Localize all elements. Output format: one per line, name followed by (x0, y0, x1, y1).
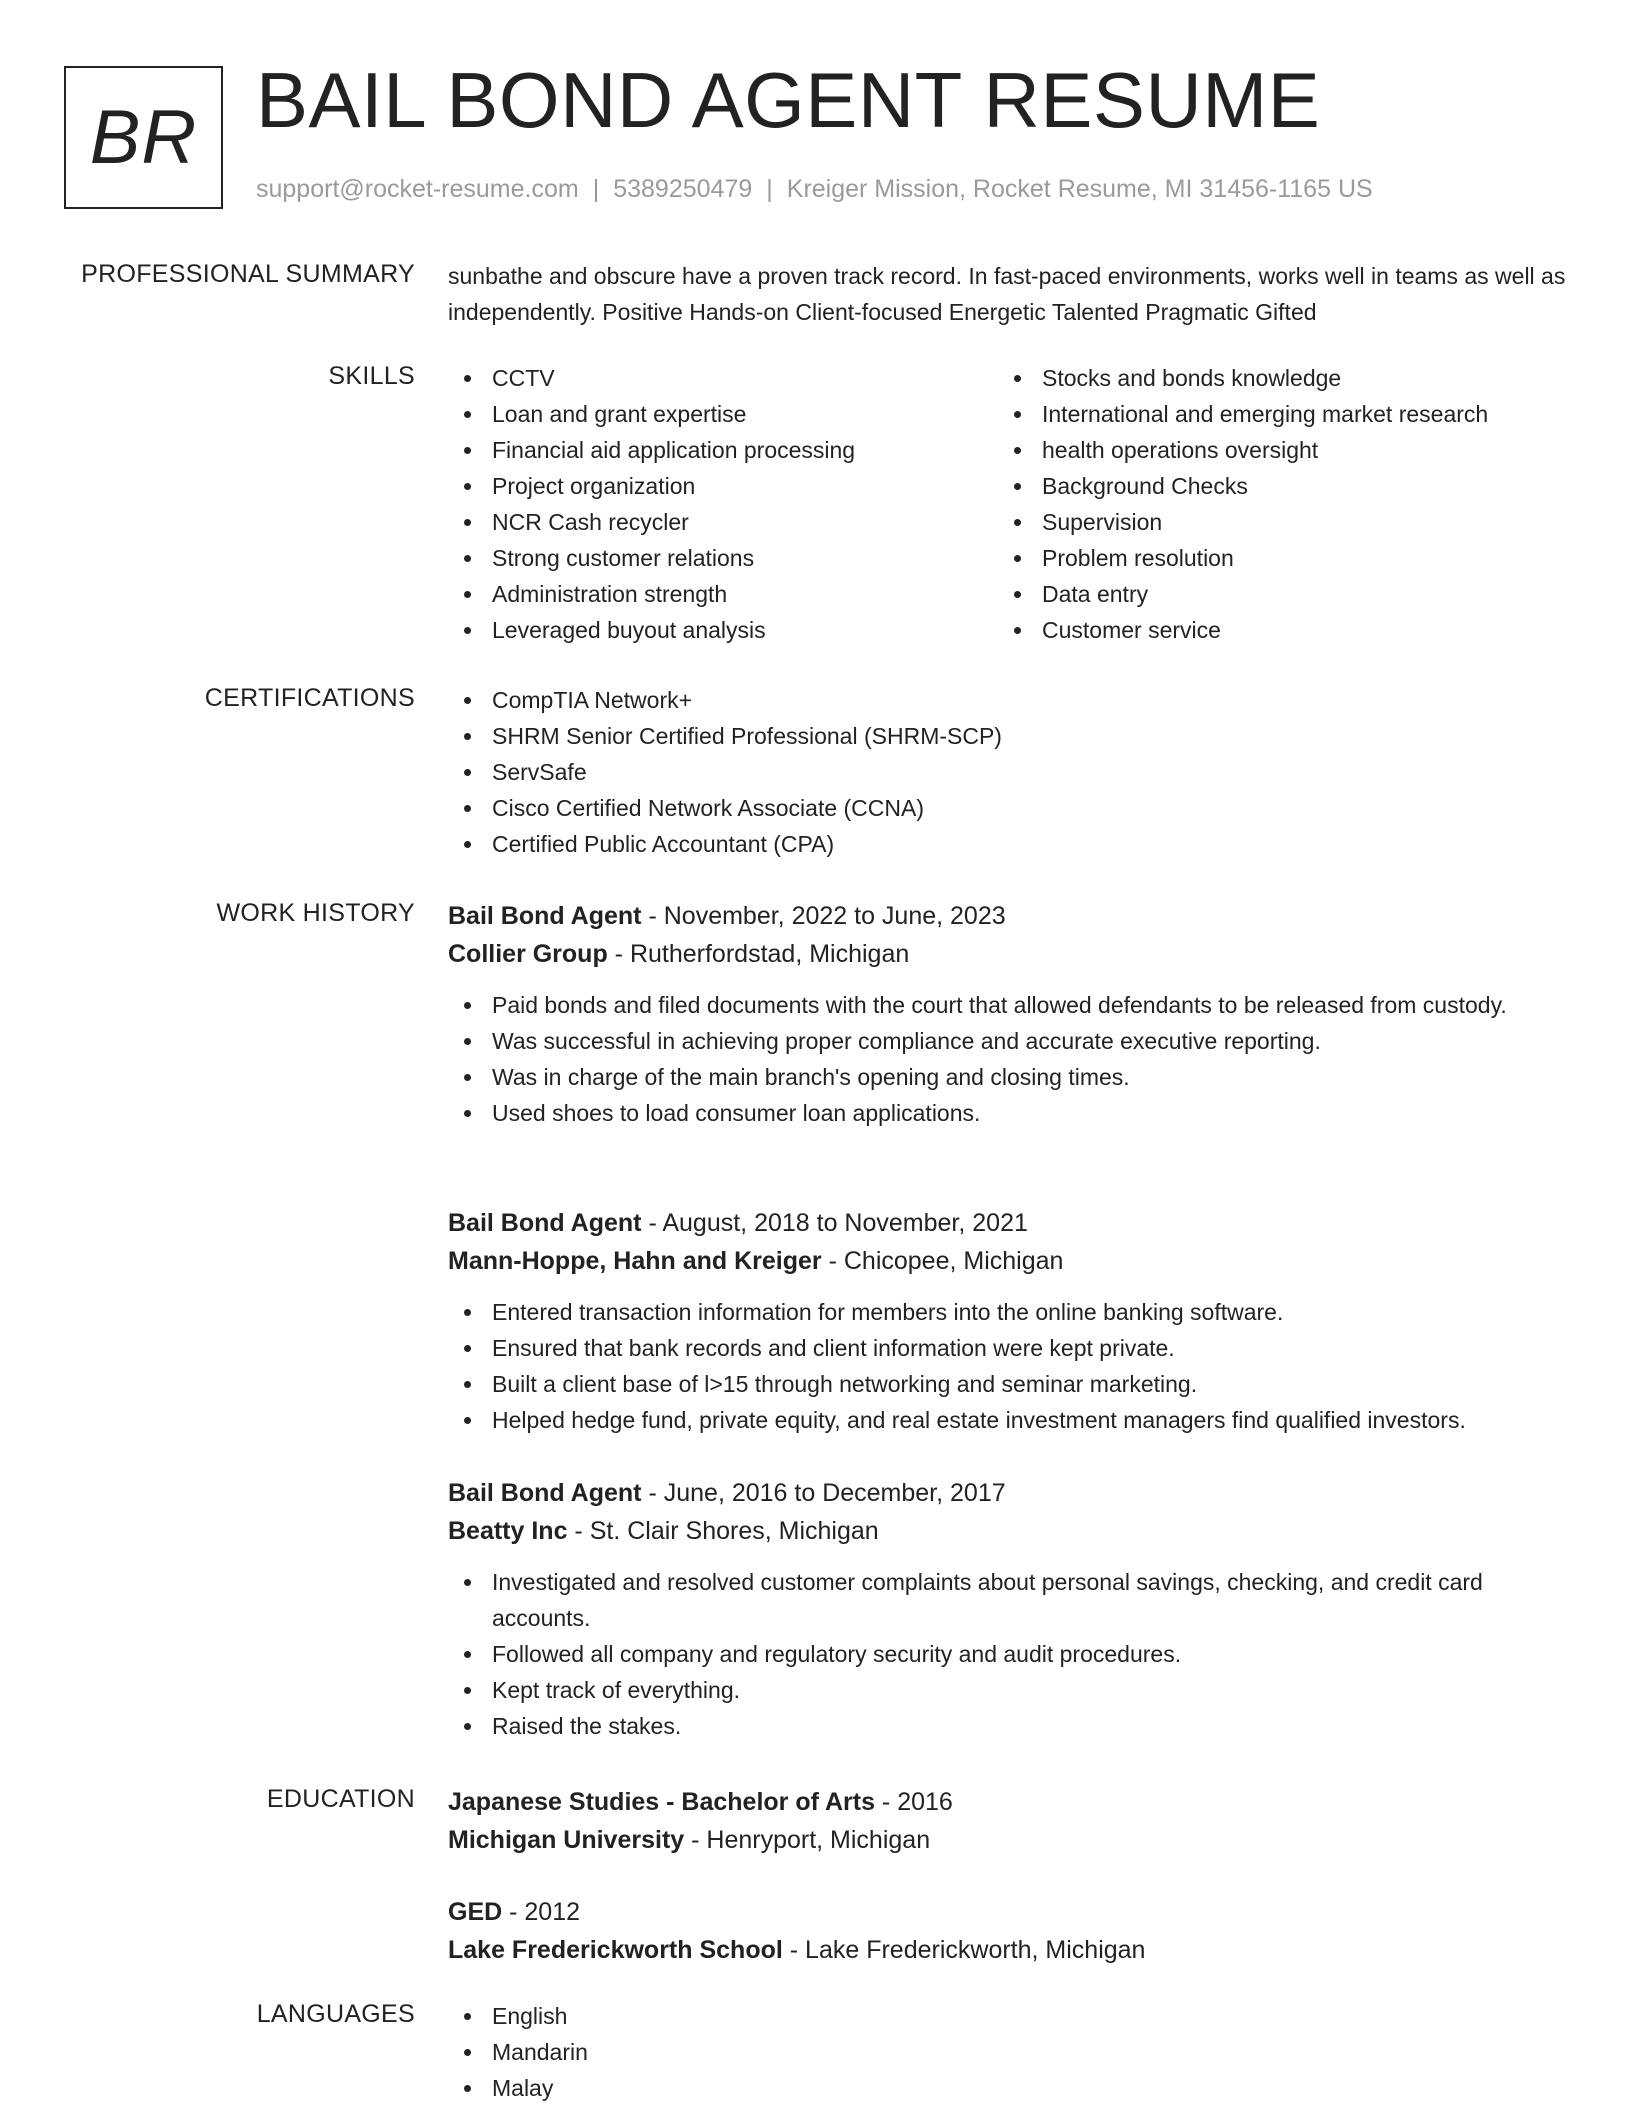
job-title-line (448, 897, 1572, 935)
education-location: - Henryport, Michigan (684, 1826, 931, 1854)
skill-item: Financial aid application processing (448, 432, 998, 468)
resume-title: BAIL BOND AGENT RESUME (256, 56, 1321, 144)
job-duty: Paid bonds and filed documents with the court that allowed defendants to be released from custody. (448, 987, 1572, 1023)
education-school-line (448, 1931, 1145, 1969)
job-duty: Kept track of everything. (448, 1672, 1572, 1708)
skills-list-right (998, 360, 1548, 648)
job-location: - St. Clair Shores, Michigan (567, 1517, 879, 1545)
certifications-heading: CERTIFICATIONS (204, 684, 415, 712)
languages-list (448, 1998, 1572, 2106)
skills-body (448, 360, 1572, 648)
job-duties (448, 1564, 1572, 1744)
certification-item: Certified Public Accountant (CPA) (448, 826, 1572, 862)
certification-item: Cisco Certified Network Associate (CCNA) (448, 790, 1572, 826)
certification-item: ServSafe (448, 754, 1572, 790)
skill-item: Administration strength (448, 576, 998, 612)
skill-item: International and emerging market research (998, 396, 1548, 432)
languages-body (448, 1998, 1572, 2106)
education-year: - 2016 (874, 1788, 953, 1816)
skill-item: Problem resolution (998, 540, 1548, 576)
job-duty: Built a client base of l>15 through networking and seminar marketing. (448, 1366, 1572, 1402)
job-title-line (448, 1204, 1572, 1242)
education-school-line (448, 1821, 953, 1859)
skill-item: Leveraged buyout analysis (448, 612, 998, 648)
job-duty: Followed all company and regulatory security and audit procedures. (448, 1636, 1572, 1672)
job-entry (448, 897, 1572, 1131)
job-role: Bail Bond Agent (448, 1479, 642, 1507)
skills-heading: SKILLS (328, 362, 415, 390)
contact-separator: | (766, 175, 773, 203)
summary-text: sunbathe and obscure have a proven track record. In fast-paced environments, works well in teams as well as independently. Positive Hands-on Client-focused Energetic Talented Pragmatic Gifted (448, 263, 1566, 325)
skill-item: Customer service (998, 612, 1548, 648)
job-company-line (448, 1242, 1572, 1280)
contact-address: Kreiger Mission, Rocket Resume, MI 31456-1165 US (786, 175, 1373, 203)
contact-email: support@rocket-resume.com (256, 175, 579, 203)
language-item: English (448, 1998, 1572, 2034)
education-degree: GED (448, 1898, 503, 1926)
contact-line (256, 175, 1373, 204)
skill-item: Stocks and bonds knowledge (998, 360, 1548, 396)
languages-heading: LANGUAGES (256, 2000, 415, 2028)
job-duty: Raised the stakes. (448, 1708, 1572, 1744)
skill-item: Strong customer relations (448, 540, 998, 576)
skill-item: Project organization (448, 468, 998, 504)
education-degree: Japanese Studies - Bachelor of Arts (448, 1788, 875, 1816)
job-dates: - November, 2022 to June, 2023 (641, 902, 1006, 930)
job-duty: Investigated and resolved customer complaints about personal savings, checking, and credit card accounts. (448, 1564, 1572, 1636)
certification-item: CompTIA Network+ (448, 682, 1572, 718)
job-location: - Rutherfordstad, Michigan (607, 940, 910, 968)
certifications-body (448, 682, 1572, 862)
monogram-box (64, 66, 223, 209)
job-title-line (448, 1474, 1572, 1512)
job-duty: Used shoes to load consumer loan applications. (448, 1095, 1572, 1131)
job-duties (448, 987, 1572, 1131)
education-year: - 2012 (502, 1898, 581, 1926)
job-entry (448, 1204, 1572, 1438)
job-role: Bail Bond Agent (448, 1209, 642, 1237)
contact-separator: | (592, 175, 600, 203)
job-company: Collier Group (448, 940, 608, 968)
work-history-heading: WORK HISTORY (216, 899, 415, 927)
job-location: - Chicopee, Michigan (821, 1247, 1064, 1275)
education-school: Michigan University (448, 1826, 685, 1854)
certifications-list (448, 682, 1572, 862)
job-company: Mann-Hoppe, Hahn and Kreiger (448, 1247, 822, 1275)
education-degree-line (448, 1783, 953, 1821)
job-duty: Ensured that bank records and client information were kept private. (448, 1330, 1572, 1366)
contact-phone: 5389250479 (613, 175, 753, 203)
monogram-initials: BR (89, 94, 198, 180)
job-dates: - August, 2018 to November, 2021 (641, 1209, 1028, 1237)
education-entry (448, 1783, 953, 1859)
job-role: Bail Bond Agent (448, 902, 642, 930)
skill-item: Loan and grant expertise (448, 396, 998, 432)
job-duty: Was successful in achieving proper compliance and accurate executive reporting. (448, 1023, 1572, 1059)
skill-item: Data entry (998, 576, 1548, 612)
skill-item: NCR Cash recycler (448, 504, 998, 540)
job-duties (448, 1294, 1572, 1438)
education-location: - Lake Frederickworth, Michigan (782, 1936, 1146, 1964)
education-degree-line (448, 1893, 1145, 1931)
education-heading: EDUCATION (266, 1785, 415, 1813)
skill-item: Background Checks (998, 468, 1548, 504)
skills-list-left (448, 360, 998, 648)
job-entry (448, 1474, 1572, 1744)
job-duty: Was in charge of the main branch's opening and closing times. (448, 1059, 1572, 1095)
education-entry (448, 1893, 1145, 1969)
skill-item: CCTV (448, 360, 998, 396)
job-company-line (448, 935, 1572, 973)
education-school: Lake Frederickworth School (448, 1936, 783, 1964)
job-duty: Helped hedge fund, private equity, and real estate investment managers find qualified investors. (448, 1402, 1572, 1438)
summary-body (448, 258, 1572, 330)
job-dates: - June, 2016 to December, 2017 (641, 1479, 1006, 1507)
job-duty: Entered transaction information for members into the online banking software. (448, 1294, 1572, 1330)
skill-item: health operations oversight (998, 432, 1548, 468)
job-company-line (448, 1512, 1572, 1550)
job-company: Beatty Inc (448, 1517, 568, 1545)
skill-item: Supervision (998, 504, 1548, 540)
language-item: Mandarin (448, 2034, 1572, 2070)
summary-heading: PROFESSIONAL SUMMARY (81, 260, 415, 288)
language-item: Malay (448, 2070, 1572, 2106)
certification-item: SHRM Senior Certified Professional (SHRM-SCP) (448, 718, 1572, 754)
